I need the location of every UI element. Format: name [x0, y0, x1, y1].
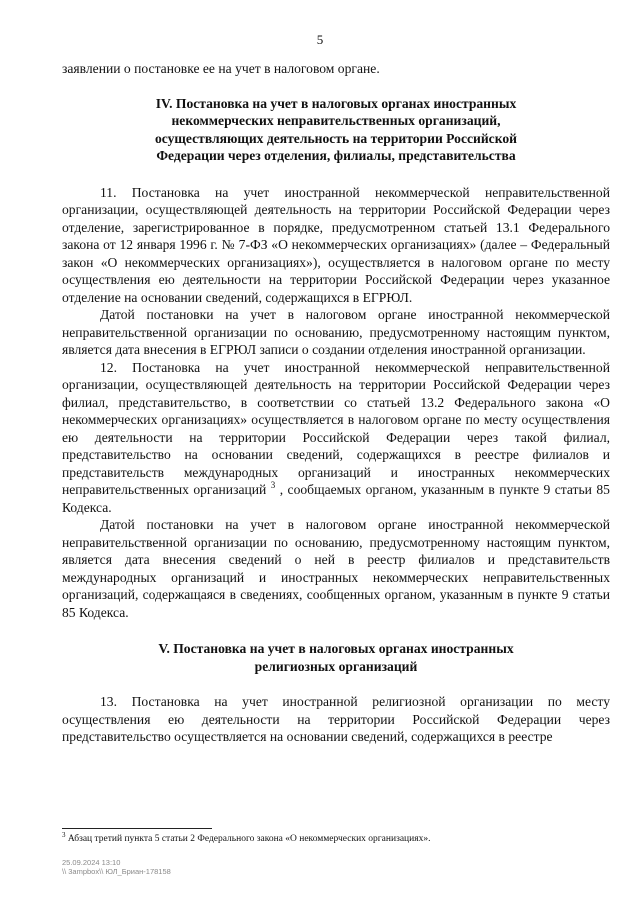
document-body [62, 60, 610, 746]
paragraph-12 [62, 359, 610, 517]
stamp-path: \\ 3ampbox\\ ЮЛ_Бриан-178158 [62, 867, 171, 876]
footnote-text: Абзац третий пункта 5 статьи 2 Федерального закона «О некоммерческих организациях». [67, 834, 431, 844]
paragraph-13: 13. Постановка на учет иностранной религиозной организации по месту осуществления ею деятельности на территории Российской Федерации через представительство осуществляется на основании сведений, содержащихся в реестре [62, 694, 610, 744]
footnote [62, 831, 610, 845]
paragraph-12-text: 12. Постановка на учет иностранной некоммерческой неправительственной организации, осуществляющей деятельность на территории Российской Федерации через филиал, представительство, в соответствии со статьей 13.2 Федерального закона «О некоммерческих организациях» осуществляется в налоговом органе по месту осуществления ею деятельности на территории Российской Федерации через такой филиал, представительство на основании сведений, содержащихся в реестре филиалов и представительств международных организаций и иностранных некоммерческих неправительственных организаций [62, 359, 610, 497]
paragraph-11-date: Датой постановки на учет в налоговом органе иностранной некоммерческой неправительственной организации по основанию, предусмотренному настоящим пунктом, является дата внесения в ЕГРЮЛ записи о создании отделения иностранной организации. [62, 307, 610, 357]
section-5-heading-line: V. Постановка на учет в налоговых органах иностранных [158, 641, 514, 656]
section-5-heading-line: религиозных организаций [254, 658, 418, 674]
paragraph-11: 11. Постановка на учет иностранной некоммерческой неправительственной организации, осуществляющей деятельность на территории Российской Федерации через отделение, зарегистрированное в порядке, предусмотренном статьей 13.1 Федерального закона от 12 января 1996 г. № 7-ФЗ «О некоммерческих организациях» (далее – Федеральный закон «О некоммерческих организациях»), осуществляется в налоговом органе по месту осуществления ею деятельности на территории Российской Федерации через указанное отделение на основании сведений, содержащихся в ЕГРЮЛ. [62, 184, 610, 305]
footnote-reference: 3 [270, 480, 276, 490]
paragraph-12-text-end: , сообщаемых органом, указанным в пункте 9 статьи 85 Кодекса. [62, 482, 610, 515]
section-4-heading-line: Федерации через отделения, филиалы, представительства [156, 148, 516, 163]
section-4-heading-line: осуществляющих деятельность на территории Российской [154, 130, 517, 146]
stamp-datetime: 25.09.2024 13:10 [62, 858, 121, 867]
footnote-divider [62, 828, 212, 829]
footnote-marker: 3 [62, 831, 66, 839]
section-4-heading-line: некоммерческих неправительственных организаций, [171, 113, 501, 128]
section-5-heading [62, 640, 610, 675]
section-4-heading [62, 95, 610, 165]
page-number: 5 [316, 32, 324, 47]
paragraph-12-date: Датой постановки на учет в налоговом органе иностранной некоммерческой неправительственной организации по основанию, предусмотренному настоящим пунктом, является дата внесения сведений о ней в реестр филиалов и представительств международных организаций и иностранных некоммерческих неправительственных организаций, содержащаяся в сведениях, сообщенных органом, указанным в пункте 9 статьи 85 Кодекса. [62, 517, 610, 620]
intro-line: заявлении о постановке ее на учет в налоговом органе. [62, 61, 380, 76]
print-stamp [62, 858, 171, 876]
section-4-heading-line: IV. Постановка на учет в налоговых органах иностранных [155, 95, 517, 111]
